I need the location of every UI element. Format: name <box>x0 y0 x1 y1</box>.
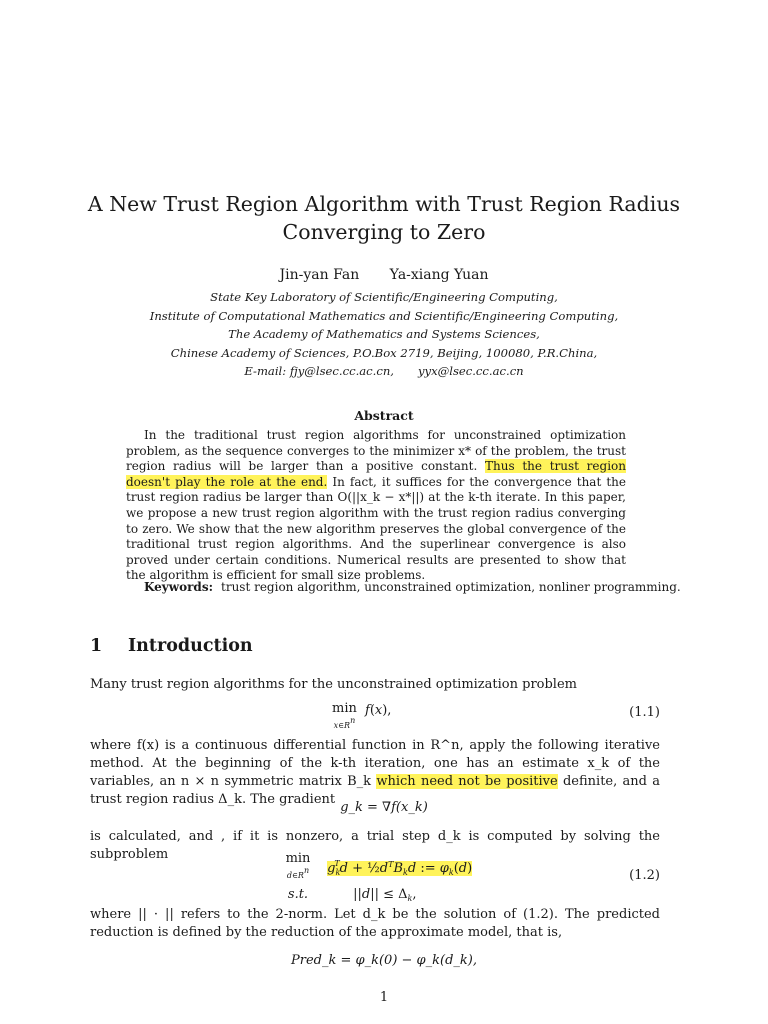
section-heading: 1 Introduction <box>90 636 253 656</box>
equation-number: (1.1) <box>629 705 660 720</box>
author-name: Ya-xiang Yuan <box>389 267 489 283</box>
abstract-heading: Abstract <box>354 408 414 423</box>
highlighted-equation: $g_k^Td$ + $\frac{1}{2}d^TB_kd$ := $\varphi_k(d)$ <box>327 859 473 877</box>
affiliation: State Key Laboratory of Scientific/Engineering Computing, Institute of Computational Mathematics and Scientific/Engineering Computing, The Academy of Mathematics and Systems Sciences, Chinese Academy of Sciences, P.O.Box 2719, Beijing, 100080, P.R.China, E-mail: fjy@lsec.cc.ac.cn, yyx@lsec.cc.ac.cn <box>0 288 768 381</box>
equation-1-1: min x∈Rn f(x), <box>332 701 392 730</box>
predicted-reduction-equation: Pred_k = φ_k(0) − φ_k(d_k), <box>290 953 478 968</box>
body-paragraph: Many trust region algorithms for the unconstrained optimization problem <box>90 677 577 692</box>
body-paragraph: where f(x) is a continuous differential function in R^n, apply the following iterative method. At the beginning of the k-th iteration, one has an estimate x_k of the variables, an n × n symmetric matrix B_k which need not be positive definite, and a trust region radius Δ_k. The gradient <box>90 738 660 807</box>
author-list <box>0 267 768 283</box>
equation-number: (1.2) <box>629 868 660 883</box>
abstract-body: In the traditional trust region algorithms for unconstrained optimization problem, as the sequence converges to the minimizer x* of the problem, the trust region radius will be larger than a positive constant. Thus the trust region doesn't play the role at the end. In fact, it suffices for the convergence that the trust region radius be larger than O(||x_k − x*||) at the k-th iterate. In this paper, we propose a new trust region algorithm with the trust region radius converging to zero. We show that the new algorithm preserves the global convergence of the traditional trust region algorithms. And the superlinear convergence is also proved under certain conditions. Numerical results are presented to show that the algorithm is efficient for small size problems. <box>126 428 626 583</box>
body-paragraph: where || · || refers to the 2-norm. Let d_k be the solution of (1.2). The predicted reduction is defined by the reduction of the approximate model, that is, <box>90 907 660 940</box>
gradient-equation: g_k = ∇f(x_k) <box>340 800 428 815</box>
keywords: Keywords: trust region algorithm, unconstrained optimization, nonliner programming. <box>144 580 681 594</box>
highlighted-text: Thus the trust region doesn't play the role at the end. <box>126 459 626 489</box>
equation-1-2: min d∈Rn $g_k^Td$ + $\frac{1}{2}d^TB_kd$ := $\varphi_k(d)$ s.t. $||d|| \le \Delta_k$, <box>285 851 473 903</box>
paper-title: A New Trust Region Algorithm with Trust Region Radius Converging to Zero <box>87 192 681 244</box>
author-emails: E-mail: fjy@lsec.cc.ac.cn, yyx@lsec.cc.ac.cn <box>244 364 524 378</box>
highlighted-text: which need not be positive <box>376 774 558 789</box>
body-paragraph: is calculated, and , if it is nonzero, a trial step d_k is computed by solving the subproblem <box>90 829 660 862</box>
author-name: Jin-yan Fan <box>279 267 360 283</box>
page-number: 1 <box>379 990 389 1005</box>
